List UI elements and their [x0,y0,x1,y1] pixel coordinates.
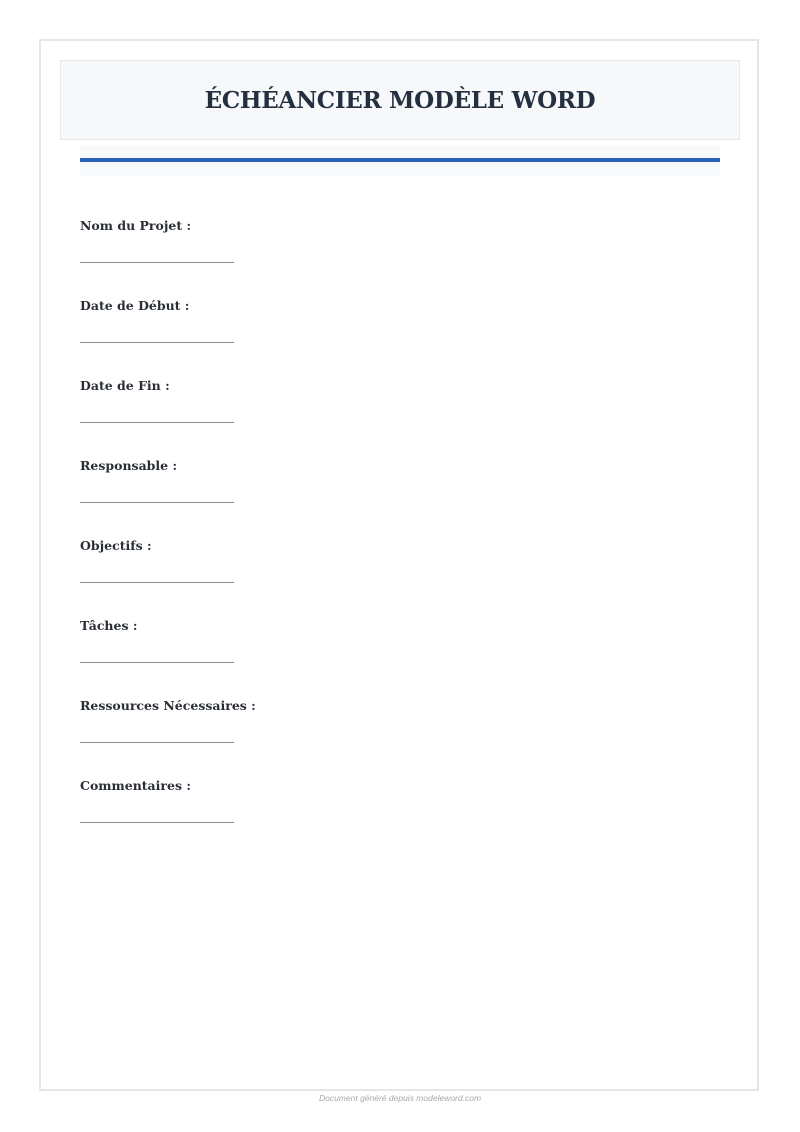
field-end-date [80,378,720,458]
footer-credit: Document généré depuis modeleword.com [318,1093,482,1103]
field-manager [80,458,720,538]
field-label: Date de Début : [80,298,190,313]
field-blank-line[interactable] [80,502,234,503]
document-page [39,39,759,1091]
title-banner [60,60,740,140]
field-label: Commentaires : [80,778,191,793]
field-resources [80,698,720,778]
field-label: Nom du Projet : [80,218,192,233]
document-title: ÉCHÉANCIER MODÈLE WORD [204,86,596,114]
field-comments [80,778,720,858]
field-blank-line[interactable] [80,262,234,263]
title-underline [80,158,720,162]
form-fields [80,218,720,858]
field-project-name [80,218,720,298]
field-tasks [80,618,720,698]
field-label: Date de Fin : [80,378,170,393]
field-label: Ressources Nécessaires : [80,698,256,713]
field-blank-line[interactable] [80,582,234,583]
field-blank-line[interactable] [80,662,234,663]
field-objectives [80,538,720,618]
field-blank-line[interactable] [80,742,234,743]
field-label: Objectifs : [80,538,152,553]
field-blank-line[interactable] [80,342,234,343]
field-blank-line[interactable] [80,822,234,823]
field-blank-line[interactable] [80,422,234,423]
field-label: Responsable : [80,458,178,473]
field-start-date [80,298,720,378]
field-label: Tâches : [80,618,138,633]
